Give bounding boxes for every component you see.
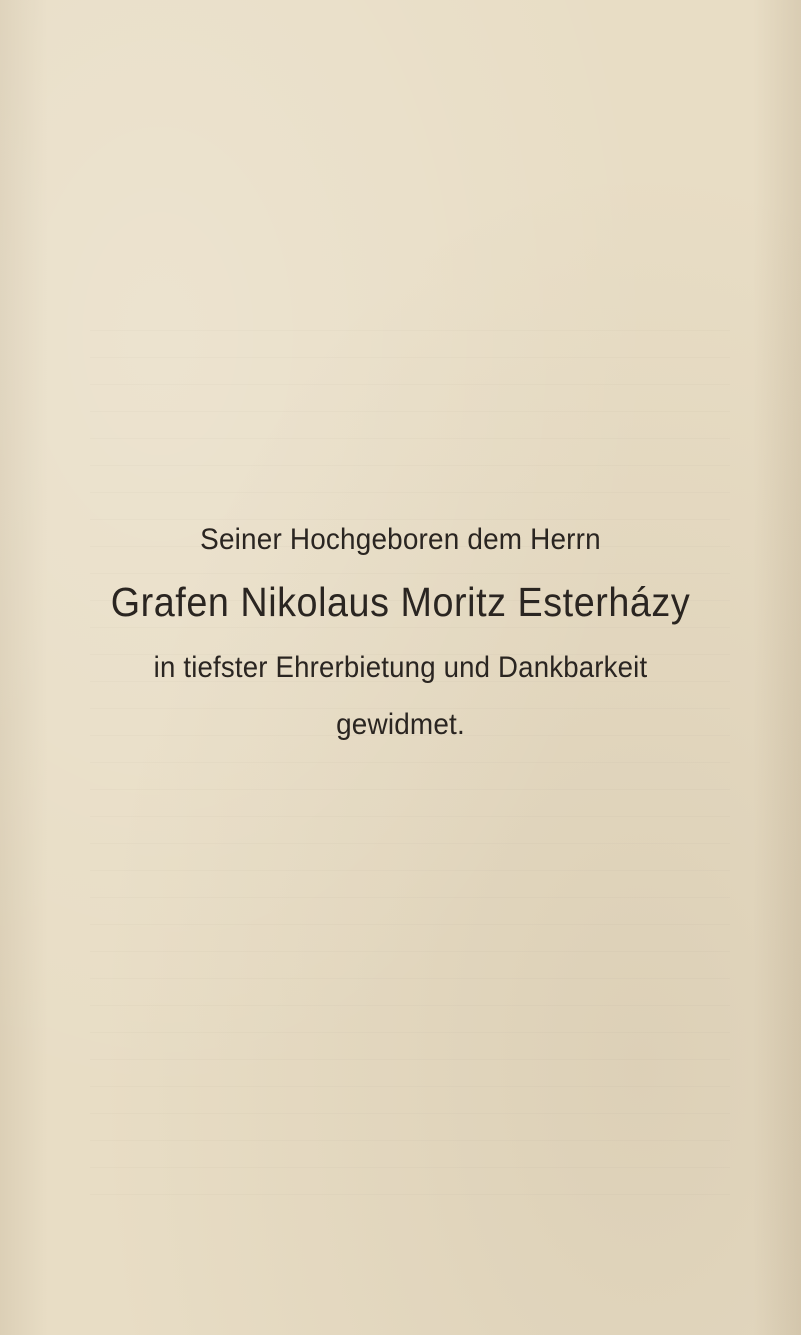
bleed-through-texture (90, 330, 730, 1210)
dedication-line-name: Grafen Nikolaus Moritz Esterházy (110, 579, 691, 625)
dedication-line-honorific: Seiner Hochgeboren dem Herrn (200, 523, 601, 556)
dedication-line-sentiment: in tiefster Ehrerbietung und Dankbarkeit (153, 651, 648, 684)
dedication-line-closing: gewidmet. (336, 708, 465, 741)
